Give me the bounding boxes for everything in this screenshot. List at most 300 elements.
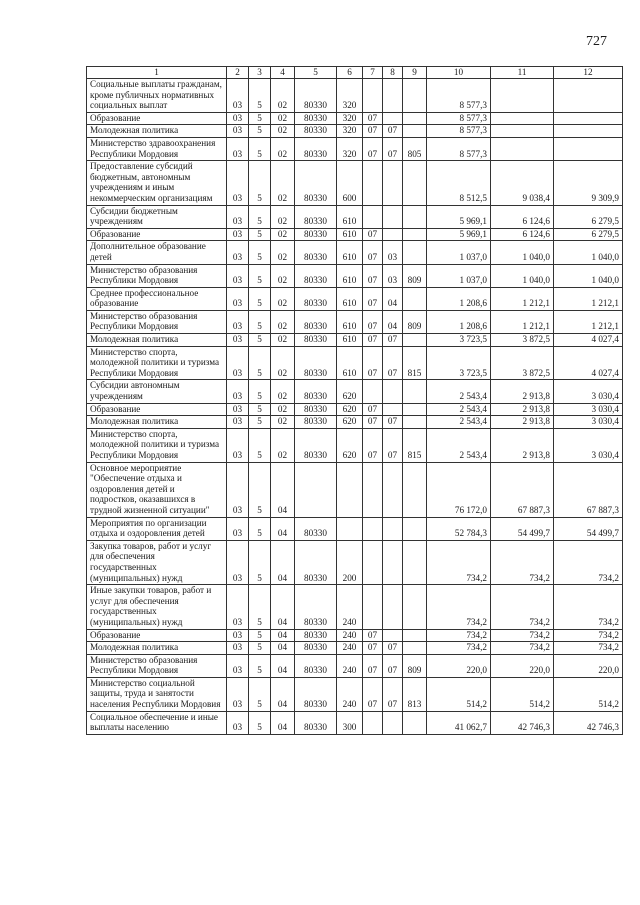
col2-code: 03 [227, 79, 249, 113]
col9-code [403, 228, 427, 241]
col2-code: 03 [227, 585, 249, 629]
col9-code: 813 [403, 677, 427, 711]
table-row [87, 462, 623, 517]
amount-col12: 1 040,0 [554, 264, 623, 287]
col3-code: 5 [249, 346, 271, 380]
amount-col10: 8 577,3 [427, 125, 491, 138]
col3-code: 5 [249, 711, 271, 734]
col9-code [403, 380, 427, 403]
col8-code: 07 [383, 642, 403, 655]
row-name: Министерство спорта, молодежной политики и туризма Республики Мордовия [87, 346, 227, 380]
col7-code: 07 [363, 642, 383, 655]
amount-col10: 1 208,6 [427, 287, 491, 310]
col5-code: 80330 [295, 112, 337, 125]
col8-code: 03 [383, 264, 403, 287]
col8-code: 07 [383, 416, 403, 429]
row-name: Основное мероприятие "Обеспечение отдыха и оздоровления детей и подростков, оказавшихся в трудной жизненной ситуации" [87, 462, 227, 517]
col2-code: 03 [227, 677, 249, 711]
col6-code: 610 [337, 334, 363, 347]
col6-code: 200 [337, 540, 363, 584]
col9-code [403, 205, 427, 228]
col9-code [403, 711, 427, 734]
amount-col12 [554, 137, 623, 160]
col7-code: 07 [363, 416, 383, 429]
col8-code [383, 380, 403, 403]
amount-col10: 8 512,5 [427, 161, 491, 205]
amount-col10: 734,2 [427, 642, 491, 655]
col8-code [383, 540, 403, 584]
amount-col11: 734,2 [491, 629, 554, 642]
amount-col10: 734,2 [427, 585, 491, 629]
row-name: Министерство образования Республики Мордовия [87, 264, 227, 287]
row-name: Образование [87, 112, 227, 125]
row-name: Молодежная политика [87, 416, 227, 429]
col7-code [363, 540, 383, 584]
amount-col12: 42 746,3 [554, 711, 623, 734]
row-name: Иные закупки товаров, работ и услуг для обеспечения государственных (муниципальных) нужд [87, 585, 227, 629]
amount-col11: 1 212,1 [491, 310, 554, 333]
col3-code: 5 [249, 654, 271, 677]
budget-table [86, 66, 623, 735]
col8-code: 04 [383, 287, 403, 310]
col3-code: 5 [249, 462, 271, 517]
amount-col11: 220,0 [491, 654, 554, 677]
col7-code [363, 462, 383, 517]
col6-code [337, 462, 363, 517]
row-name: Дополнительное образование детей [87, 241, 227, 264]
amount-col11: 734,2 [491, 642, 554, 655]
col3-code: 5 [249, 137, 271, 160]
amount-col12 [554, 79, 623, 113]
col9-code [403, 287, 427, 310]
amount-col12 [554, 112, 623, 125]
col9-code: 815 [403, 346, 427, 380]
table-row [87, 310, 623, 333]
col9-code [403, 334, 427, 347]
amount-col12: 3 030,4 [554, 380, 623, 403]
amount-col12: 6 279,5 [554, 228, 623, 241]
col2-code: 03 [227, 287, 249, 310]
amount-col12: 734,2 [554, 629, 623, 642]
col3-code: 5 [249, 310, 271, 333]
row-name: Закупка товаров, работ и услуг для обеспечения государственных (муниципальных) нужд [87, 540, 227, 584]
amount-col10: 8 577,3 [427, 79, 491, 113]
column-header: 5 [295, 67, 337, 79]
col7-code: 07 [363, 264, 383, 287]
table-row [87, 654, 623, 677]
col7-code: 07 [363, 241, 383, 264]
col5-code: 80330 [295, 264, 337, 287]
col7-code: 07 [363, 137, 383, 160]
col4-code: 02 [271, 380, 295, 403]
col8-code [383, 161, 403, 205]
table-row [87, 161, 623, 205]
col3-code: 5 [249, 540, 271, 584]
col5-code: 80330 [295, 517, 337, 540]
amount-col10: 220,0 [427, 654, 491, 677]
amount-col10: 76 172,0 [427, 462, 491, 517]
col8-code [383, 205, 403, 228]
col5-code: 80330 [295, 654, 337, 677]
row-name: Министерство здравоохранения Республики Мордовия [87, 137, 227, 160]
col9-code [403, 462, 427, 517]
col9-code [403, 517, 427, 540]
amount-col12: 3 030,4 [554, 428, 623, 462]
col3-code: 5 [249, 205, 271, 228]
amount-col11 [491, 112, 554, 125]
amount-col10: 734,2 [427, 540, 491, 584]
amount-col10: 5 969,1 [427, 205, 491, 228]
col5-code: 80330 [295, 334, 337, 347]
col4-code: 02 [271, 228, 295, 241]
col6-code: 610 [337, 310, 363, 333]
col5-code [295, 462, 337, 517]
col2-code: 03 [227, 161, 249, 205]
amount-col11: 6 124,6 [491, 205, 554, 228]
amount-col11: 734,2 [491, 540, 554, 584]
col2-code: 03 [227, 540, 249, 584]
amount-col10: 514,2 [427, 677, 491, 711]
col6-code: 620 [337, 416, 363, 429]
col6-code: 320 [337, 137, 363, 160]
col8-code [383, 79, 403, 113]
col8-code: 07 [383, 654, 403, 677]
amount-col11: 9 038,4 [491, 161, 554, 205]
table-row [87, 642, 623, 655]
col2-code: 03 [227, 241, 249, 264]
col4-code: 04 [271, 540, 295, 584]
col4-code: 02 [271, 137, 295, 160]
col7-code [363, 585, 383, 629]
col4-code: 02 [271, 205, 295, 228]
amount-col12: 1 040,0 [554, 241, 623, 264]
col7-code: 07 [363, 677, 383, 711]
col4-code: 02 [271, 241, 295, 264]
amount-col11 [491, 79, 554, 113]
row-name: Образование [87, 403, 227, 416]
col4-code: 02 [271, 310, 295, 333]
col7-code: 07 [363, 310, 383, 333]
col6-code: 610 [337, 241, 363, 264]
col4-code: 02 [271, 264, 295, 287]
table-row [87, 380, 623, 403]
table-row [87, 428, 623, 462]
amount-col12: 220,0 [554, 654, 623, 677]
col6-code: 610 [337, 346, 363, 380]
col5-code: 80330 [295, 346, 337, 380]
col4-code: 04 [271, 629, 295, 642]
row-name: Молодежная политика [87, 125, 227, 138]
amount-col10: 3 723,5 [427, 346, 491, 380]
column-header: 12 [554, 67, 623, 79]
col4-code: 04 [271, 711, 295, 734]
col4-code: 04 [271, 642, 295, 655]
col6-code: 320 [337, 79, 363, 113]
col9-code [403, 112, 427, 125]
col3-code: 5 [249, 79, 271, 113]
amount-col10: 2 543,4 [427, 380, 491, 403]
col5-code: 80330 [295, 711, 337, 734]
col7-code: 07 [363, 228, 383, 241]
col9-code [403, 629, 427, 642]
table-row [87, 125, 623, 138]
col8-code [383, 585, 403, 629]
col8-code: 07 [383, 125, 403, 138]
row-name: Среднее профессиональное образование [87, 287, 227, 310]
col6-code: 610 [337, 264, 363, 287]
amount-col11: 3 872,5 [491, 346, 554, 380]
col2-code: 03 [227, 112, 249, 125]
col2-code: 03 [227, 137, 249, 160]
col2-code: 03 [227, 310, 249, 333]
col5-code: 80330 [295, 228, 337, 241]
col6-code: 240 [337, 654, 363, 677]
row-name: Образование [87, 629, 227, 642]
column-header: 2 [227, 67, 249, 79]
row-name: Социальные выплаты гражданам, кроме публичных нормативных социальных выплат [87, 79, 227, 113]
amount-col12: 3 030,4 [554, 416, 623, 429]
col5-code: 80330 [295, 629, 337, 642]
table-row [87, 416, 623, 429]
col9-code [403, 241, 427, 264]
row-name: Министерство образования Республики Мордовия [87, 654, 227, 677]
col7-code: 07 [363, 346, 383, 380]
col4-code: 02 [271, 403, 295, 416]
column-header: 11 [491, 67, 554, 79]
amount-col11 [491, 137, 554, 160]
col7-code [363, 205, 383, 228]
col4-code: 02 [271, 334, 295, 347]
col5-code: 80330 [295, 380, 337, 403]
table-row [87, 112, 623, 125]
col2-code: 03 [227, 629, 249, 642]
col2-code: 03 [227, 517, 249, 540]
col3-code: 5 [249, 629, 271, 642]
amount-col12: 1 212,1 [554, 287, 623, 310]
table-row [87, 205, 623, 228]
col9-code [403, 585, 427, 629]
amount-col11: 67 887,3 [491, 462, 554, 517]
col3-code: 5 [249, 416, 271, 429]
column-header: 6 [337, 67, 363, 79]
amount-col10: 734,2 [427, 629, 491, 642]
col3-code: 5 [249, 125, 271, 138]
col8-code: 07 [383, 346, 403, 380]
amount-col11: 42 746,3 [491, 711, 554, 734]
col6-code: 600 [337, 161, 363, 205]
row-name: Министерство социальной защиты, труда и занятости населения Республики Мордовия [87, 677, 227, 711]
row-name: Социальное обеспечение и иные выплаты населению [87, 711, 227, 734]
table-row [87, 677, 623, 711]
col2-code: 03 [227, 416, 249, 429]
col5-code: 80330 [295, 585, 337, 629]
col6-code [337, 517, 363, 540]
col6-code: 240 [337, 629, 363, 642]
col8-code: 07 [383, 428, 403, 462]
col4-code: 04 [271, 677, 295, 711]
col8-code [383, 517, 403, 540]
col5-code: 80330 [295, 287, 337, 310]
row-name: Образование [87, 228, 227, 241]
amount-col11: 1 212,1 [491, 287, 554, 310]
row-name: Министерство образования Республики Мордовия [87, 310, 227, 333]
col8-code: 04 [383, 310, 403, 333]
col2-code: 03 [227, 228, 249, 241]
col2-code: 03 [227, 403, 249, 416]
col9-code [403, 540, 427, 584]
table-row [87, 629, 623, 642]
table-row [87, 287, 623, 310]
amount-col10: 1 037,0 [427, 241, 491, 264]
amount-col11: 2 913,8 [491, 380, 554, 403]
col3-code: 5 [249, 287, 271, 310]
column-header: 10 [427, 67, 491, 79]
col4-code: 04 [271, 585, 295, 629]
col8-code [383, 112, 403, 125]
table-row [87, 517, 623, 540]
row-name: Предоставление субсидий бюджетным, автономным учреждениям и иным некоммерческим организациям [87, 161, 227, 205]
col6-code: 620 [337, 403, 363, 416]
amount-col12: 54 499,7 [554, 517, 623, 540]
col5-code: 80330 [295, 79, 337, 113]
col9-code [403, 416, 427, 429]
col9-code: 815 [403, 428, 427, 462]
col4-code: 02 [271, 287, 295, 310]
table-row [87, 241, 623, 264]
col2-code: 03 [227, 125, 249, 138]
col9-code [403, 79, 427, 113]
row-name: Субсидии бюджетным учреждениям [87, 205, 227, 228]
amount-col10: 3 723,5 [427, 334, 491, 347]
header-row [87, 67, 623, 79]
col2-code: 03 [227, 462, 249, 517]
amount-col10: 1 208,6 [427, 310, 491, 333]
col6-code: 300 [337, 711, 363, 734]
col5-code: 80330 [295, 416, 337, 429]
col3-code: 5 [249, 334, 271, 347]
amount-col10: 52 784,3 [427, 517, 491, 540]
column-header: 8 [383, 67, 403, 79]
table-row [87, 137, 623, 160]
col6-code: 240 [337, 585, 363, 629]
col5-code: 80330 [295, 428, 337, 462]
row-name: Молодежная политика [87, 334, 227, 347]
col5-code: 80330 [295, 205, 337, 228]
col7-code: 07 [363, 125, 383, 138]
amount-col12: 734,2 [554, 585, 623, 629]
amount-col11: 3 872,5 [491, 334, 554, 347]
col5-code: 80330 [295, 161, 337, 205]
col2-code: 03 [227, 654, 249, 677]
col2-code: 03 [227, 711, 249, 734]
col9-code: 809 [403, 310, 427, 333]
amount-col11: 2 913,8 [491, 403, 554, 416]
col8-code [383, 228, 403, 241]
table-row [87, 346, 623, 380]
column-header: 9 [403, 67, 427, 79]
col8-code [383, 629, 403, 642]
col8-code: 07 [383, 137, 403, 160]
amount-col11: 2 913,8 [491, 416, 554, 429]
amount-col11: 1 040,0 [491, 264, 554, 287]
col7-code: 07 [363, 334, 383, 347]
col3-code: 5 [249, 161, 271, 205]
col4-code: 02 [271, 428, 295, 462]
page-number: 727 [586, 34, 607, 49]
col5-code: 80330 [295, 403, 337, 416]
amount-col10: 2 543,4 [427, 428, 491, 462]
col6-code: 610 [337, 228, 363, 241]
table-row [87, 228, 623, 241]
col3-code: 5 [249, 517, 271, 540]
column-header: 4 [271, 67, 295, 79]
table-row [87, 403, 623, 416]
col6-code: 620 [337, 380, 363, 403]
amount-col11 [491, 125, 554, 138]
col7-code [363, 380, 383, 403]
col3-code: 5 [249, 428, 271, 462]
amount-col11: 6 124,6 [491, 228, 554, 241]
amount-col12: 3 030,4 [554, 403, 623, 416]
amount-col11: 54 499,7 [491, 517, 554, 540]
amount-col12: 67 887,3 [554, 462, 623, 517]
col4-code: 04 [271, 517, 295, 540]
table-row [87, 540, 623, 584]
col4-code: 04 [271, 654, 295, 677]
col2-code: 03 [227, 380, 249, 403]
column-header: 1 [87, 67, 227, 79]
amount-col10: 41 062,7 [427, 711, 491, 734]
amount-col12: 9 309,9 [554, 161, 623, 205]
col6-code: 320 [337, 125, 363, 138]
col9-code: 809 [403, 264, 427, 287]
row-name: Министерство спорта, молодежной политики и туризма Республики Мордовия [87, 428, 227, 462]
col6-code: 240 [337, 677, 363, 711]
column-header: 3 [249, 67, 271, 79]
amount-col10: 8 577,3 [427, 112, 491, 125]
col7-code [363, 711, 383, 734]
amount-col12: 734,2 [554, 540, 623, 584]
col2-code: 03 [227, 205, 249, 228]
col9-code [403, 403, 427, 416]
col9-code: 805 [403, 137, 427, 160]
col7-code: 07 [363, 287, 383, 310]
col8-code: 07 [383, 334, 403, 347]
col4-code: 02 [271, 112, 295, 125]
col7-code: 07 [363, 112, 383, 125]
col6-code: 610 [337, 205, 363, 228]
col2-code: 03 [227, 334, 249, 347]
col4-code: 02 [271, 416, 295, 429]
col7-code: 07 [363, 629, 383, 642]
col5-code: 80330 [295, 642, 337, 655]
col4-code: 02 [271, 79, 295, 113]
table-row [87, 334, 623, 347]
column-header: 7 [363, 67, 383, 79]
col6-code: 610 [337, 287, 363, 310]
col3-code: 5 [249, 264, 271, 287]
amount-col12: 6 279,5 [554, 205, 623, 228]
col3-code: 5 [249, 403, 271, 416]
col2-code: 03 [227, 264, 249, 287]
col8-code: 03 [383, 241, 403, 264]
col5-code: 80330 [295, 241, 337, 264]
table-row [87, 711, 623, 734]
amount-col12: 514,2 [554, 677, 623, 711]
col7-code: 07 [363, 403, 383, 416]
amount-col11: 2 913,8 [491, 428, 554, 462]
amount-col12 [554, 125, 623, 138]
